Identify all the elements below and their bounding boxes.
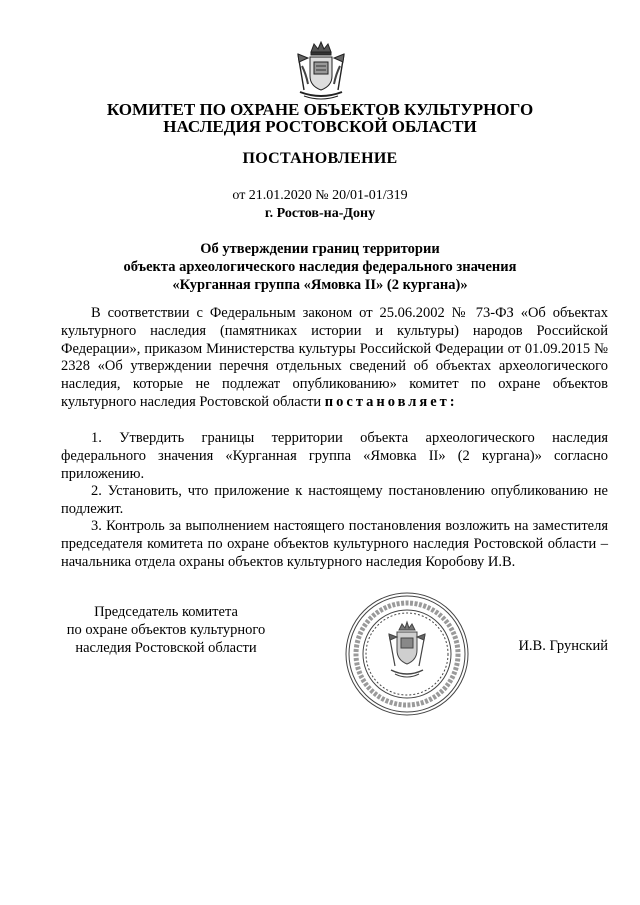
decree-word: постановляет:	[324, 393, 458, 410]
decree-item-3: 3. Контроль за выполнением настоящего постановления возложить на заместителя председателя комитета по охране объектов культурного наследия Ростовской области – начальника отдела охраны объектов культурного наследия Коробову И.В.	[61, 518, 608, 570]
signatory-position-line3: наследия Ростовской области	[75, 640, 257, 656]
document-city: г. Ростов-на-Дону	[264, 206, 376, 221]
subject-line3: «Курганная группа «Ямовка II» (2 кургана)»	[172, 277, 468, 293]
signatory-position-line2: по охране объектов культурного	[66, 622, 266, 638]
official-round-seal-icon	[343, 590, 471, 718]
subject-line1: Об утверждении границ территории	[200, 241, 440, 257]
rostov-region-coat-of-arms-icon	[290, 40, 352, 102]
document-type: ПОСТАНОВЛЕНИЕ	[242, 150, 398, 167]
signatory-position-line1: Председатель комитета	[94, 604, 238, 620]
document-date-number: от 21.01.2020 № 20/01-01/319	[232, 188, 408, 203]
decree-item-2: 2. Установить, что приложение к настоящему постановлению опубликованию не подлежит.	[61, 483, 608, 517]
organization-name-line2: НАСЛЕДИЯ РОСТОВСКОЙ ОБЛАСТИ	[163, 117, 477, 136]
subject-line2: объекта археологического наследия федерального значения	[123, 259, 517, 275]
decree-item-1: 1. Утвердить границы территории объекта археологического наследия федерального значения «Курганная группа «Ямовка II» (2 кургана)» согласно приложению.	[61, 430, 608, 482]
signatory-position	[60, 603, 272, 657]
signatory-name: И.В. Грунский	[518, 638, 608, 654]
preamble-text: В соответствии с Федеральным законом от 25.06.2002 № 73-ФЗ «Об объектах культурного наследия (памятниках истории и культуры) народов Российской Федерации», приказом Министерства культуры Российской Федерации от 01.09.2015 № 2328 «Об утверждении перечня отдельных сведений об объектах археологического наследия, которые не подлежат опубликованию» комитет по охране объектов культурного наследия Ростовской области	[61, 305, 608, 410]
organization-name-line1: КОМИТЕТ ПО ОХРАНЕ ОБЪЕКТОВ КУЛЬТУРНОГО	[106, 100, 534, 119]
preamble-paragraph	[61, 305, 608, 412]
